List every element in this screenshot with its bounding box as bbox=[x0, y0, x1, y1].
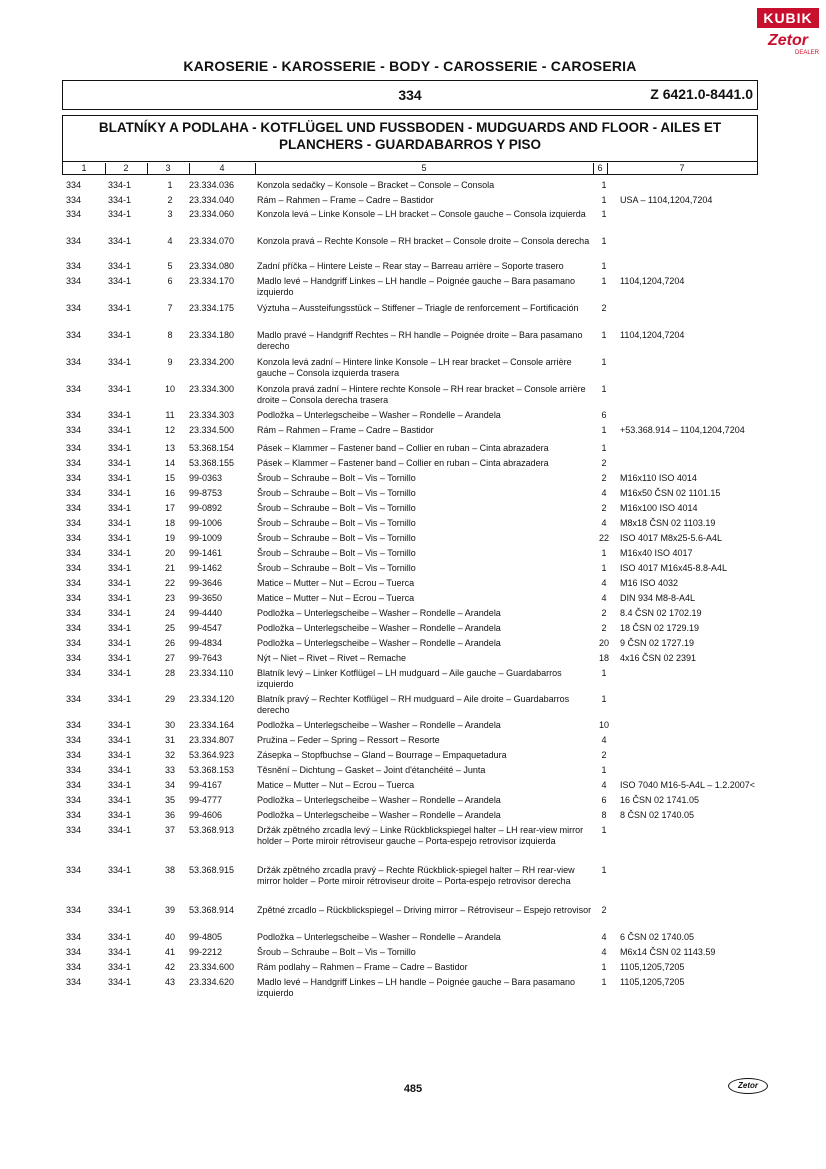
cell-c6: 20 bbox=[598, 638, 609, 648]
cell-c5: Pružina – Feder – Spring – Ressort – Resorte bbox=[257, 735, 440, 745]
cell-c1: 334 bbox=[66, 458, 82, 468]
cell-c5: Šroub – Schraube – Bolt – Vis – Tornillo bbox=[257, 563, 416, 573]
cell-c5: Šroub – Schraube – Bolt – Vis – Tornillo bbox=[257, 488, 416, 498]
cell-c6: 4 bbox=[601, 578, 607, 588]
cell-c7: 8 ČSN 02 1740.05 bbox=[620, 810, 695, 820]
cell-c6: 2 bbox=[601, 623, 607, 633]
cell-c4: 99-4777 bbox=[189, 795, 223, 805]
cell-c5: Madlo pravé – Handgriff Rechtes – RH handle – Poignée droite – Bara pasamano derecho bbox=[257, 330, 583, 351]
cell-c4: 23.334.600 bbox=[189, 962, 235, 972]
cell-c6: 1 bbox=[601, 261, 607, 271]
cell-c4: 99-7643 bbox=[189, 653, 223, 663]
cell-c3: 2 bbox=[167, 195, 173, 205]
cell-c1: 334 bbox=[66, 473, 82, 483]
cell-c7: 1105,1205,7205 bbox=[620, 962, 685, 972]
cell-c2: 334-1 bbox=[108, 563, 132, 573]
cell-c7: 1105,1205,7205 bbox=[620, 977, 685, 987]
cell-c2: 334-1 bbox=[108, 668, 132, 678]
cell-c7: M16x40 ISO 4017 bbox=[620, 548, 693, 558]
cell-c4: 23.334.120 bbox=[189, 694, 235, 704]
cell-c1: 334 bbox=[66, 977, 82, 987]
cell-c1: 334 bbox=[66, 780, 82, 790]
cell-c3: 38 bbox=[164, 865, 175, 875]
cell-c6: 2 bbox=[601, 458, 607, 468]
cell-c1: 334 bbox=[66, 947, 82, 957]
cell-c1: 334 bbox=[66, 810, 82, 820]
cell-c2: 334-1 bbox=[108, 825, 132, 835]
cell-c1: 334 bbox=[66, 533, 82, 543]
cell-c6: 1 bbox=[601, 668, 607, 678]
cell-c5: Konzola levá – Linke Konsole – LH bracket – Console gauche – Consola izquierda bbox=[257, 209, 586, 219]
cell-c1: 334 bbox=[66, 694, 82, 704]
cell-c3: 17 bbox=[164, 503, 175, 513]
cell-c4: 99-2212 bbox=[189, 947, 223, 957]
cell-c1: 334 bbox=[66, 357, 82, 367]
cell-c1: 334 bbox=[66, 518, 82, 528]
cell-c3: 36 bbox=[164, 810, 175, 820]
cell-c6: 2 bbox=[601, 473, 607, 483]
cell-c1: 334 bbox=[66, 735, 82, 745]
cell-c7: ISO 7040 M16-5-A4L – 1.2.2007< bbox=[620, 780, 756, 790]
cell-c3: 23 bbox=[164, 593, 175, 603]
cell-c1: 334 bbox=[66, 653, 82, 663]
cell-c4: 99-3650 bbox=[189, 593, 223, 603]
cell-c5: Madlo levé – Handgriff Linkes – LH handle – Poignée gauche – Bara pasamano izquierdo bbox=[257, 977, 576, 998]
logo-kubik-text: KUBIK bbox=[757, 8, 819, 28]
cell-c4: 99-1006 bbox=[189, 518, 223, 528]
column-header-7: 7 bbox=[679, 163, 685, 173]
cell-c6: 2 bbox=[601, 503, 607, 513]
cell-c5: Konzola sedačky – Konsole – Bracket – Console – Consola bbox=[257, 180, 495, 190]
cell-c5: Těsnění – Dichtung – Gasket – Joint d'étanchéité – Junta bbox=[257, 765, 486, 775]
cell-c6: 1 bbox=[601, 443, 607, 453]
cell-c5: Šroub – Schraube – Bolt – Vis – Tornillo bbox=[257, 503, 416, 513]
cell-c2: 334-1 bbox=[108, 947, 132, 957]
cell-c4: 99-1462 bbox=[189, 563, 223, 573]
cell-c2: 334-1 bbox=[108, 593, 132, 603]
cell-c6: 4 bbox=[601, 932, 607, 942]
cell-c5: Šroub – Schraube – Bolt – Vis – Tornillo bbox=[257, 518, 416, 528]
cell-c4: 53.368.913 bbox=[189, 825, 235, 835]
cell-c2: 334-1 bbox=[108, 694, 132, 704]
cell-c6: 1 bbox=[601, 825, 607, 835]
cell-c2: 334-1 bbox=[108, 653, 132, 663]
cell-c2: 334-1 bbox=[108, 623, 132, 633]
cell-c1: 334 bbox=[66, 276, 82, 286]
cell-c4: 23.334.110 bbox=[189, 668, 234, 678]
cell-c6: 4 bbox=[601, 488, 607, 498]
cell-c5: Podložka – Unterlegscheibe – Washer – Rondelle – Arandela bbox=[257, 932, 501, 942]
cell-c3: 10 bbox=[164, 384, 175, 394]
cell-c6: 1 bbox=[601, 425, 607, 435]
cell-c2: 334-1 bbox=[108, 548, 132, 558]
cell-c4: 99-4606 bbox=[189, 810, 223, 820]
cell-c2: 334-1 bbox=[108, 236, 132, 246]
cell-c7: ISO 4017 M8x25-5.6-A4L bbox=[620, 533, 723, 543]
cell-c4: 53.368.155 bbox=[189, 458, 235, 468]
cell-c3: 24 bbox=[164, 608, 175, 618]
cell-c2: 334-1 bbox=[108, 330, 132, 340]
cell-c3: 18 bbox=[164, 518, 175, 528]
cell-c2: 334-1 bbox=[108, 518, 132, 528]
cell-c6: 2 bbox=[601, 750, 607, 760]
cell-c6: 2 bbox=[601, 608, 607, 618]
cell-c5: Výztuha – Aussteifungsstück – Stiffener – Triagle de renforcement – Fortificación bbox=[257, 303, 579, 313]
cell-c1: 334 bbox=[66, 623, 82, 633]
cell-c4: 53.364.923 bbox=[189, 750, 235, 760]
cell-c3: 1 bbox=[167, 180, 173, 190]
cell-c6: 4 bbox=[601, 593, 607, 603]
cell-c4: 23.334.807 bbox=[189, 735, 235, 745]
column-header-1: 1 bbox=[81, 163, 87, 173]
cell-c2: 334-1 bbox=[108, 261, 132, 271]
column-header-6: 6 bbox=[597, 163, 603, 173]
cell-c2: 334-1 bbox=[108, 410, 132, 420]
cell-c5: Podložka – Unterlegscheibe – Washer – Rondelle – Arandela bbox=[257, 410, 501, 420]
cell-c1: 334 bbox=[66, 668, 82, 678]
cell-c6: 2 bbox=[601, 905, 607, 915]
cell-c4: 99-3646 bbox=[189, 578, 223, 588]
cell-c5: Matice – Mutter – Nut – Ecrou – Tuerca bbox=[257, 578, 415, 588]
cell-c3: 40 bbox=[164, 932, 175, 942]
cell-c3: 43 bbox=[164, 977, 175, 987]
subtitle-line-2: PLANCHERS - GUARDABARROS Y PISO bbox=[278, 137, 542, 152]
cell-c3: 39 bbox=[164, 905, 175, 915]
cell-c3: 7 bbox=[167, 303, 173, 313]
cell-c3: 12 bbox=[164, 425, 175, 435]
cell-c1: 334 bbox=[66, 720, 82, 730]
cell-c2: 334-1 bbox=[108, 473, 132, 483]
cell-c6: 1 bbox=[601, 236, 607, 246]
cell-c5: Matice – Mutter – Nut – Ecrou – Tuerca bbox=[257, 780, 415, 790]
cell-c1: 334 bbox=[66, 750, 82, 760]
cell-c6: 1 bbox=[601, 694, 607, 704]
cell-c2: 334-1 bbox=[108, 780, 132, 790]
cell-c1: 334 bbox=[66, 410, 82, 420]
cell-c3: 31 bbox=[164, 735, 175, 745]
cell-c2: 334-1 bbox=[108, 735, 132, 745]
cell-c7: M6x14 ČSN 02 1143.59 bbox=[620, 947, 716, 957]
cell-c2: 334-1 bbox=[108, 303, 132, 313]
cell-c1: 334 bbox=[66, 330, 82, 340]
cell-c6: 1 bbox=[601, 209, 607, 219]
group-number: 334 bbox=[398, 87, 422, 103]
cell-c5: Rám podlahy – Rahmen – Frame – Cadre – Bastidor bbox=[257, 962, 468, 972]
cell-c3: 33 bbox=[164, 765, 175, 775]
cell-c3: 41 bbox=[164, 947, 175, 957]
cell-c7: DIN 934 M8-8-A4L bbox=[620, 593, 696, 603]
cell-c2: 334-1 bbox=[108, 488, 132, 498]
cell-c4: 99-1461 bbox=[189, 548, 223, 558]
logo-dealer-text: DEALER bbox=[794, 50, 819, 56]
cell-c7: 1104,1204,7204 bbox=[620, 330, 685, 340]
cell-c3: 30 bbox=[164, 720, 175, 730]
cell-c3: 9 bbox=[167, 357, 173, 367]
cell-c7: 18 ČSN 02 1729.19 bbox=[620, 623, 700, 633]
cell-c6: 6 bbox=[601, 410, 607, 420]
cell-c4: 99-4167 bbox=[189, 780, 223, 790]
cell-c5: Držák zpětného zrcadla pravý – Rechte Rückblick-spiegel halter – RH rear-view mirror holder – Porte miroir rétroviseur droite – Porta-espejo retrovisor derecha bbox=[257, 865, 575, 886]
cell-c5: Šroub – Schraube – Bolt – Vis – Tornillo bbox=[257, 548, 416, 558]
cell-c5: Držák zpětného zrcadla levý – Linke Rückblickspiegel halter – LH rear-view mirror holder – Porte miroir rétroviseur gauche – Porta-espejo retrovisor izquierda bbox=[257, 825, 584, 846]
cell-c2: 334-1 bbox=[108, 865, 132, 875]
cell-c5: Matice – Mutter – Nut – Ecrou – Tuerca bbox=[257, 593, 415, 603]
cell-c3: 13 bbox=[164, 443, 175, 453]
cell-c5: Konzola pravá – Rechte Konsole – RH bracket – Console droite – Consola derecha bbox=[257, 236, 590, 246]
cell-c5: Konzola levá zadní – Hintere linke Konsole – LH rear bracket – Console arrière gauche – Consola izquierda trasera bbox=[257, 357, 572, 378]
cell-c2: 334-1 bbox=[108, 209, 132, 219]
column-header-5: 5 bbox=[421, 163, 427, 173]
cell-c5: Konzola pravá zadní – Hintere rechte Konsole – RH rear bracket – Console arrière droite – Consola derecha trasera bbox=[257, 384, 586, 405]
cell-c5: Madlo levé – Handgriff Linkes – LH handle – Poignée gauche – Bara pasamano izquierdo bbox=[257, 276, 576, 297]
cell-c7: M16 ISO 4032 bbox=[620, 578, 679, 588]
cell-c3: 4 bbox=[167, 236, 173, 246]
cell-c3: 5 bbox=[167, 261, 173, 271]
footer-zetor-logo: Zetor bbox=[728, 1078, 768, 1094]
cell-c6: 1 bbox=[601, 865, 607, 875]
cell-c7: 16 ČSN 02 1741.05 bbox=[620, 795, 700, 805]
cell-c6: 1 bbox=[601, 563, 607, 573]
cell-c5: Podložka – Unterlegscheibe – Washer – Rondelle – Arandela bbox=[257, 608, 501, 618]
column-header-4: 4 bbox=[219, 163, 225, 173]
cell-c7: 1104,1204,7204 bbox=[620, 276, 685, 286]
cell-c4: 99-8753 bbox=[189, 488, 223, 498]
cell-c6: 1 bbox=[601, 357, 607, 367]
column-header-2: 2 bbox=[123, 163, 129, 173]
cell-c3: 16 bbox=[164, 488, 175, 498]
cell-c7: 4x16 ČSN 02 2391 bbox=[620, 653, 697, 663]
cell-c2: 334-1 bbox=[108, 195, 132, 205]
cell-c5: Podložka – Unterlegscheibe – Washer – Rondelle – Arandela bbox=[257, 795, 501, 805]
cell-c4: 99-4547 bbox=[189, 623, 223, 633]
cell-c4: 99-4834 bbox=[189, 638, 223, 648]
cell-c4: 23.334.170 bbox=[189, 276, 235, 286]
cell-c5: Šroub – Schraube – Bolt – Vis – Tornillo bbox=[257, 473, 416, 483]
cell-c7: M16x50 ČSN 02 1101.15 bbox=[620, 488, 721, 498]
cell-c5: Šroub – Schraube – Bolt – Vis – Tornillo bbox=[257, 533, 416, 543]
cell-c1: 334 bbox=[66, 593, 82, 603]
cell-c6: 1 bbox=[601, 384, 607, 394]
cell-c4: 23.334.303 bbox=[189, 410, 235, 420]
cell-c2: 334-1 bbox=[108, 276, 132, 286]
cell-c4: 23.334.180 bbox=[189, 330, 235, 340]
cell-c2: 334-1 bbox=[108, 765, 132, 775]
cell-c6: 1 bbox=[601, 977, 607, 987]
cell-c2: 334-1 bbox=[108, 533, 132, 543]
cell-c5: Zásepka – Stopfbuchse – Gland – Bourrage – Empaquetadura bbox=[257, 750, 507, 760]
cell-c3: 37 bbox=[164, 825, 175, 835]
cell-c4: 23.334.500 bbox=[189, 425, 235, 435]
cell-c4: 23.334.080 bbox=[189, 261, 235, 271]
logo-zetor-text: Zetor bbox=[768, 32, 808, 49]
cell-c1: 334 bbox=[66, 548, 82, 558]
cell-c7: 8.4 ČSN 02 1702.19 bbox=[620, 608, 702, 618]
cell-c3: 14 bbox=[164, 458, 175, 468]
cell-c6: 4 bbox=[601, 735, 607, 745]
cell-c6: 1 bbox=[601, 330, 607, 340]
cell-c4: 99-4440 bbox=[189, 608, 223, 618]
cell-c1: 334 bbox=[66, 488, 82, 498]
cell-c1: 334 bbox=[66, 261, 82, 271]
cell-c5: Zadní příčka – Hintere Leiste – Rear stay – Barreau arrière – Soporte trasero bbox=[257, 261, 564, 271]
cell-c1: 334 bbox=[66, 638, 82, 648]
cell-c5: Rám – Rahmen – Frame – Cadre – Bastidor bbox=[257, 425, 434, 435]
cell-c3: 3 bbox=[167, 209, 173, 219]
cell-c5: Podložka – Unterlegscheibe – Washer – Rondelle – Arandela bbox=[257, 720, 501, 730]
cell-c3: 21 bbox=[164, 563, 175, 573]
cell-c1: 334 bbox=[66, 209, 82, 219]
cell-c1: 334 bbox=[66, 303, 82, 313]
cell-c1: 334 bbox=[66, 795, 82, 805]
cell-c4: 23.334.175 bbox=[189, 303, 235, 313]
cell-c3: 11 bbox=[165, 410, 175, 420]
cell-c3: 20 bbox=[164, 548, 175, 558]
section-title: KAROSERIE - KAROSSERIE - BODY - CAROSSERIE - CAROSERIA bbox=[183, 58, 637, 74]
subtitle-line-1: BLATNÍKY A PODLAHA - KOTFLÜGEL UND FUSSBODEN - MUDGUARDS AND FLOOR - AILES ET bbox=[98, 120, 722, 135]
cell-c2: 334-1 bbox=[108, 578, 132, 588]
cell-c3: 27 bbox=[164, 653, 175, 663]
cell-c6: 4 bbox=[601, 518, 607, 528]
cell-c5: Nýt – Niet – Rivet – Rivet – Remache bbox=[257, 653, 407, 663]
cell-c4: 99-1009 bbox=[189, 533, 223, 543]
cell-c4: 23.334.040 bbox=[189, 195, 235, 205]
cell-c2: 334-1 bbox=[108, 180, 132, 190]
cell-c6: 1 bbox=[601, 962, 607, 972]
cell-c1: 334 bbox=[66, 608, 82, 618]
cell-c4: 99-4805 bbox=[189, 932, 223, 942]
cell-c7: 9 ČSN 02 1727.19 bbox=[620, 638, 695, 648]
cell-c3: 35 bbox=[164, 795, 175, 805]
cell-c7: USA – 1104,1204,7204 bbox=[620, 195, 713, 205]
cell-c1: 334 bbox=[66, 578, 82, 588]
cell-c5: Podložka – Unterlegscheibe – Washer – Rondelle – Arandela bbox=[257, 810, 501, 820]
cell-c2: 334-1 bbox=[108, 720, 132, 730]
cell-c5: Blatník pravý – Rechter Kotflügel – RH mudguard – Aile droite – Guardabarros derecho bbox=[257, 694, 570, 715]
cell-c6: 2 bbox=[601, 303, 607, 313]
page-number: 485 bbox=[403, 1083, 423, 1095]
cell-c5: Pásek – Klammer – Fastener band – Collier en ruban – Cinta abrazadera bbox=[257, 443, 549, 453]
cell-c4: 23.334.200 bbox=[189, 357, 235, 367]
cell-c1: 334 bbox=[66, 765, 82, 775]
cell-c3: 15 bbox=[164, 473, 175, 483]
cell-c3: 42 bbox=[164, 962, 175, 972]
cell-c6: 6 bbox=[601, 795, 607, 805]
cell-c3: 6 bbox=[167, 276, 173, 286]
cell-c1: 334 bbox=[66, 180, 82, 190]
cell-c1: 334 bbox=[66, 865, 82, 875]
cell-c2: 334-1 bbox=[108, 608, 132, 618]
cell-c3: 34 bbox=[164, 780, 175, 790]
cell-c5: Podložka – Unterlegscheibe – Washer – Rondelle – Arandela bbox=[257, 623, 501, 633]
cell-c2: 334-1 bbox=[108, 932, 132, 942]
cell-c4: 23.334.070 bbox=[189, 236, 235, 246]
cell-c4: 53.368.914 bbox=[189, 905, 235, 915]
cell-c4: 23.334.060 bbox=[189, 209, 235, 219]
cell-c6: 8 bbox=[601, 810, 607, 820]
cell-c2: 334-1 bbox=[108, 425, 132, 435]
column-header-3: 3 bbox=[165, 163, 171, 173]
cell-c3: 28 bbox=[164, 668, 175, 678]
cell-c2: 334-1 bbox=[108, 977, 132, 987]
cell-c1: 334 bbox=[66, 905, 82, 915]
cell-c5: Blatník levý – Linker Kotflügel – LH mudguard – Aile gauche – Guardabarros izquierdo bbox=[257, 668, 562, 689]
cell-c6: 4 bbox=[601, 780, 607, 790]
cell-c7: M8x18 ČSN 02 1103.19 bbox=[620, 518, 716, 528]
cell-c7: M16x110 ISO 4014 bbox=[620, 473, 697, 483]
cell-c5: Rám – Rahmen – Frame – Cadre – Bastidor bbox=[257, 195, 434, 205]
cell-c2: 334-1 bbox=[108, 503, 132, 513]
cell-c2: 334-1 bbox=[108, 443, 132, 453]
cell-c2: 334-1 bbox=[108, 795, 132, 805]
cell-c6: 1 bbox=[601, 195, 607, 205]
cell-c4: 23.334.036 bbox=[189, 180, 235, 190]
cell-c3: 25 bbox=[164, 623, 175, 633]
cell-c1: 334 bbox=[66, 384, 82, 394]
cell-c7: ISO 4017 M16x45-8.8-A4L bbox=[620, 563, 728, 573]
cell-c4: 99-0892 bbox=[189, 503, 223, 513]
cell-c4: 23.334.164 bbox=[189, 720, 235, 730]
cell-c6: 4 bbox=[601, 947, 607, 957]
cell-c2: 334-1 bbox=[108, 638, 132, 648]
cell-c5: Pásek – Klammer – Fastener band – Collier en ruban – Cinta abrazadera bbox=[257, 458, 549, 468]
cell-c1: 334 bbox=[66, 962, 82, 972]
cell-c6: 18 bbox=[598, 653, 609, 663]
cell-c4: 53.368.153 bbox=[189, 765, 235, 775]
cell-c4: 99-0363 bbox=[189, 473, 223, 483]
cell-c1: 334 bbox=[66, 195, 82, 205]
cell-c6: 10 bbox=[598, 720, 609, 730]
cell-c1: 334 bbox=[66, 825, 82, 835]
cell-c4: 23.334.620 bbox=[189, 977, 235, 987]
cell-c1: 334 bbox=[66, 425, 82, 435]
cell-c2: 334-1 bbox=[108, 458, 132, 468]
cell-c6: 1 bbox=[601, 276, 607, 286]
cell-c3: 19 bbox=[164, 533, 175, 543]
cell-c1: 334 bbox=[66, 503, 82, 513]
cell-c4: 53.368.154 bbox=[189, 443, 235, 453]
cell-c6: 1 bbox=[601, 765, 607, 775]
cell-c7: M16x100 ISO 4014 bbox=[620, 503, 698, 513]
cell-c1: 334 bbox=[66, 932, 82, 942]
cell-c3: 26 bbox=[164, 638, 175, 648]
cell-c7: 6 ČSN 02 1740.05 bbox=[620, 932, 695, 942]
cell-c2: 334-1 bbox=[108, 750, 132, 760]
cell-c2: 334-1 bbox=[108, 384, 132, 394]
cell-c2: 334-1 bbox=[108, 905, 132, 915]
cell-c3: 29 bbox=[164, 694, 175, 704]
cell-c6: 22 bbox=[598, 533, 609, 543]
cell-c6: 1 bbox=[601, 548, 607, 558]
cell-c4: 23.334.300 bbox=[189, 384, 235, 394]
cell-c1: 334 bbox=[66, 563, 82, 573]
cell-c3: 32 bbox=[164, 750, 175, 760]
cell-c1: 334 bbox=[66, 443, 82, 453]
cell-c3: 8 bbox=[167, 330, 173, 340]
cell-c1: 334 bbox=[66, 236, 82, 246]
cell-c2: 334-1 bbox=[108, 357, 132, 367]
cell-c6: 1 bbox=[601, 180, 607, 190]
group-code: Z 6421.0-8441.0 bbox=[650, 86, 753, 102]
cell-c3: 22 bbox=[164, 578, 175, 588]
cell-c2: 334-1 bbox=[108, 810, 132, 820]
cell-c5: Šroub – Schraube – Bolt – Vis – Tornillo bbox=[257, 947, 416, 957]
cell-c2: 334-1 bbox=[108, 962, 132, 972]
cell-c5: Podložka – Unterlegscheibe – Washer – Rondelle – Arandela bbox=[257, 638, 501, 648]
cell-c4: 53.368.915 bbox=[189, 865, 235, 875]
cell-c7: +53.368.914 – 1104,1204,7204 bbox=[620, 425, 745, 435]
cell-c5: Zpětné zrcadlo – Rückblickspiegel – Driving mirror – Rétroviseur – Espejo retrovisor bbox=[257, 905, 592, 915]
